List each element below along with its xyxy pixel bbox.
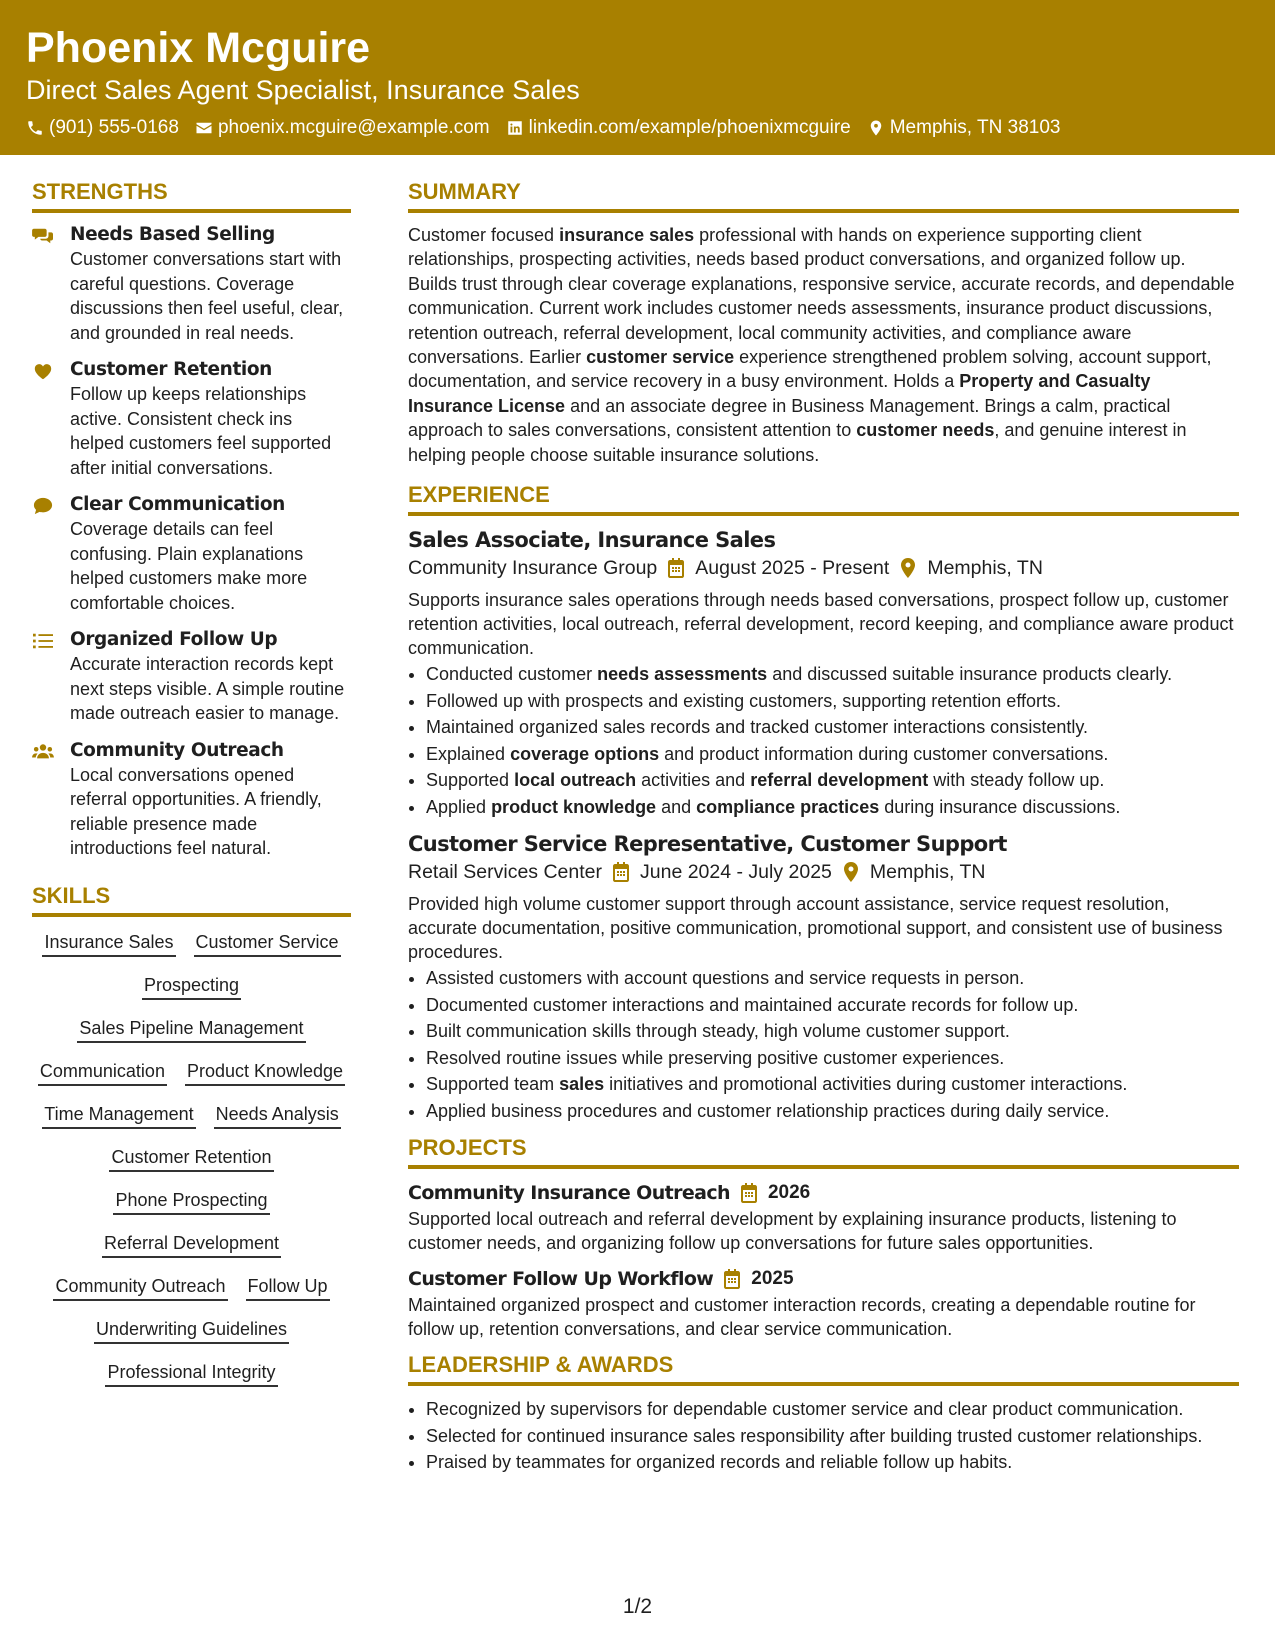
leadership-bullet: • Praised by teammates for organized records and reliable follow up habits. [426, 1449, 1239, 1476]
text-run: Applied business procedures and customer relationship practices during daily service. [426, 1100, 1110, 1121]
job-company: Community Insurance Group [408, 557, 658, 580]
strength-item [32, 223, 351, 345]
skill-tag: Communication [38, 1060, 167, 1086]
bullet-item [426, 992, 1239, 1019]
job-title: Sales Associate, Insurance Sales [408, 528, 776, 553]
project-name: Community Insurance Outreach [408, 1182, 730, 1205]
text-run: activities and [636, 770, 751, 791]
strength-item [32, 628, 351, 726]
job-entry [408, 830, 1239, 1124]
strength-title: Community Outreach [70, 739, 284, 761]
job-title: Customer Service Representative, Customer Support [408, 832, 1007, 857]
bullet-item [426, 1071, 1239, 1098]
comment-icon [32, 496, 54, 516]
bold-text: local outreach [514, 770, 637, 791]
contact-location-text: Memphis, TN 38103 [889, 117, 1061, 138]
contact-linkedin-text: linkedin.com/example/phoenixmcguire [528, 117, 851, 138]
bullet-item [426, 1018, 1239, 1045]
text-run: Followed up with prospects and existing customers, supporting retention efforts. [426, 690, 1062, 711]
skill-tag: Time Management [42, 1103, 195, 1129]
candidate-name: Phoenix Mcguire [26, 24, 371, 72]
text-run: Supported team [426, 1074, 560, 1095]
bullet-item [426, 1045, 1239, 1072]
text-run: and discussed suitable insurance products clearly. [767, 664, 1173, 685]
bullet-item [426, 767, 1239, 794]
job-dates: August 2025 - Present [695, 557, 890, 580]
text-run: Assisted customers with account questions and service requests in person. [426, 968, 1025, 989]
text-run: experience strengthened problem solving, account support, documentation, and service recovery in a busy environment. Holds a [408, 347, 1212, 392]
bold-text: needs assessments [597, 664, 768, 685]
comments-icon [32, 226, 54, 246]
skills-heading: SKILLS [32, 882, 351, 917]
skill-tag: Product Knowledge [185, 1060, 345, 1086]
text-run: Conducted customer [426, 664, 598, 685]
project-year: 2026 [767, 1182, 811, 1204]
bullet-item [426, 714, 1239, 741]
strength-title: Clear Communication [70, 494, 285, 515]
contact-linkedin[interactable] [506, 116, 851, 140]
map-pin-icon [899, 558, 917, 578]
left-column [32, 178, 351, 1387]
text-run: and an associate degree in Business Management. Brings a calm, practical approach to sales conversations, consistent attention to [408, 395, 1171, 441]
project-entry [408, 1179, 1239, 1255]
bold-text: customer service [586, 347, 735, 368]
bullet-item [426, 688, 1239, 715]
contact-phone[interactable] [26, 116, 179, 140]
text-run: Resolved routine issues while preserving positive customer experiences. [426, 1047, 1005, 1068]
skill-tag: Underwriting Guidelines [94, 1318, 289, 1344]
map-pin-icon [842, 862, 860, 882]
project-name: Customer Follow Up Workflow [408, 1268, 714, 1291]
experience-heading: EXPERIENCE [408, 481, 1239, 516]
strength-title: Needs Based Selling [70, 224, 275, 245]
job-location: Memphis, TN [927, 557, 1043, 580]
map-pin-icon [867, 119, 885, 137]
skill-tag: Prospecting [142, 974, 241, 1000]
text-run: Explained [426, 743, 511, 764]
text-run: Documented customer interactions and maintained accurate records for follow up. [426, 994, 1079, 1015]
heart-icon [32, 361, 54, 381]
contact-email-text: phoenix.mcguire@example.com [217, 117, 490, 138]
skill-tag: Phone Prospecting [113, 1189, 269, 1215]
strength-desc: Customer conversations start with careful questions. Coverage discussions then feel useful, clear, and grounded in real needs. [70, 249, 344, 343]
text-run: with steady follow up. [928, 770, 1105, 791]
skill-tag: Community Outreach [53, 1275, 227, 1301]
linkedin-icon [506, 119, 524, 137]
text-run: during insurance discussions. [879, 796, 1121, 817]
job-dates: June 2024 - July 2025 [640, 861, 832, 884]
strengths-heading: STRENGTHS [32, 178, 351, 213]
bullet-item [426, 741, 1239, 768]
strength-desc: Accurate interaction records kept next steps visible. A simple routine made outreach easier to manage. [70, 654, 345, 723]
strength-title: Customer Retention [70, 359, 272, 380]
phone-icon [26, 119, 44, 137]
skill-tag: Customer Retention [109, 1146, 273, 1172]
strength-desc: Local conversations opened referral opportunities. A friendly, reliable presence made introductions feel natural. [70, 764, 322, 858]
text-run: Maintained organized sales records and tracked customer interactions consistently. [426, 717, 1089, 738]
bold-text: referral development [750, 770, 929, 791]
strength-desc: Coverage details can feel confusing. Plain explanations helped customers make more comfortable choices. [70, 519, 308, 613]
strength-item [32, 358, 351, 480]
leadership-bullet: • Selected for continued insurance sales responsibility after building trusted customer relationships. [426, 1423, 1239, 1450]
leadership-bullets [408, 1396, 1239, 1476]
project-year: 2025 [751, 1268, 794, 1290]
bold-text: coverage options [510, 743, 660, 764]
bullet-item [426, 661, 1239, 688]
bullet-item [426, 794, 1239, 821]
projects-heading: PROJECTS [408, 1134, 1239, 1169]
skill-tag: Sales Pipeline Management [77, 1017, 305, 1043]
text-run: and product information during customer conversations. [659, 743, 1109, 764]
strength-title: Organized Follow Up [70, 629, 278, 650]
job-description: Provided high volume customer support through account assistance, service request resolution, accurate documentation, positive communication, promotional support, and consistent use of business procedures. [408, 894, 1223, 963]
contact-email[interactable] [195, 116, 490, 140]
calendar-icon [667, 558, 685, 578]
text-run: Applied [426, 796, 492, 817]
list-icon [32, 631, 54, 651]
bold-text: compliance practices [696, 796, 880, 817]
bold-text: insurance sales [559, 225, 695, 245]
strength-desc: Follow up keeps relationships active. Consistent check ins helped customers feel supported after initial conversations. [70, 384, 332, 478]
calendar-icon [740, 1183, 758, 1203]
skill-tag: Needs Analysis [214, 1103, 341, 1129]
job-meta [408, 858, 1239, 886]
bold-text: product knowledge [491, 796, 657, 817]
bullet-item [426, 965, 1239, 992]
text-run: , and genuine interest in helping people choose suitable insurance solutions. [408, 420, 1187, 465]
contact-phone-text: (901) 555-0168 [49, 117, 179, 138]
text-run: Built communication skills through steady, high volume customer support. [426, 1021, 1010, 1042]
skills-list [32, 927, 351, 1387]
envelope-icon [195, 119, 213, 137]
text-run: professional with hands on experience supporting client relationships, prospecting activities, needs based product conversations, and organized follow up. Builds trust through clear coverage explanations, responsive service, accurate records, and dependable communication. Current work includes customer needs assessments, insurance product discussions, retention outreach, referral development, local community activities, and compliance aware conversations. Earlier [408, 225, 1235, 368]
contact-bar [26, 116, 1060, 140]
project-description: Supported local outreach and referral development by explaining insurance products, listening to customer needs, and organizing follow up conversations for future sales opportunities. [408, 1209, 1177, 1254]
text-run: initiatives and promotional activities during customer interactions. [604, 1074, 1128, 1095]
job-bullets [408, 661, 1239, 820]
bold-text: sales [559, 1074, 605, 1095]
calendar-icon [612, 862, 630, 882]
job-location: Memphis, TN [869, 861, 986, 884]
page-number: 1/2 [622, 1595, 653, 1618]
skill-tag: Follow Up [246, 1275, 330, 1301]
job-description: Supports insurance sales operations through needs based conversations, prospect follow up, customer retention activities, local outreach, referral development, record keeping, and compliance aware product communication. [408, 590, 1234, 659]
strength-item [32, 739, 351, 861]
candidate-title: Direct Sales Agent Specialist, Insurance Sales [26, 75, 580, 105]
text-run: and [656, 796, 697, 817]
text-run: Customer focused [408, 225, 560, 245]
leadership-bullet: • Recognized by supervisors for dependable customer service and clear product communication. [426, 1396, 1239, 1423]
contact-location [867, 116, 1061, 140]
resume-header [0, 0, 1275, 155]
summary-heading: SUMMARY [408, 178, 1239, 213]
skill-tag: Professional Integrity [105, 1361, 277, 1387]
users-icon [32, 742, 54, 762]
job-company: Retail Services Center [408, 861, 602, 884]
right-column [408, 178, 1239, 1476]
skill-tag: Insurance Sales [42, 931, 175, 957]
bold-text: Property and Casualty Insurance License [408, 371, 1151, 416]
text-run: Supported [426, 770, 515, 791]
calendar-icon [723, 1269, 741, 1289]
job-meta [408, 554, 1239, 582]
strength-item [32, 493, 351, 615]
bold-text: customer needs [856, 420, 995, 441]
skill-tag: Referral Development [102, 1232, 281, 1258]
leadership-heading: LEADERSHIP & AWARDS [408, 1351, 1239, 1386]
project-description: Maintained organized prospect and customer interaction records, creating a dependable routine for follow up, retention conversations, and clear service communication. [408, 1295, 1196, 1340]
project-entry [408, 1265, 1239, 1341]
job-entry [408, 526, 1239, 820]
bullet-item [426, 1098, 1239, 1125]
skill-tag: Customer Service [194, 931, 341, 957]
job-bullets [408, 965, 1239, 1124]
summary-text [408, 223, 1239, 467]
